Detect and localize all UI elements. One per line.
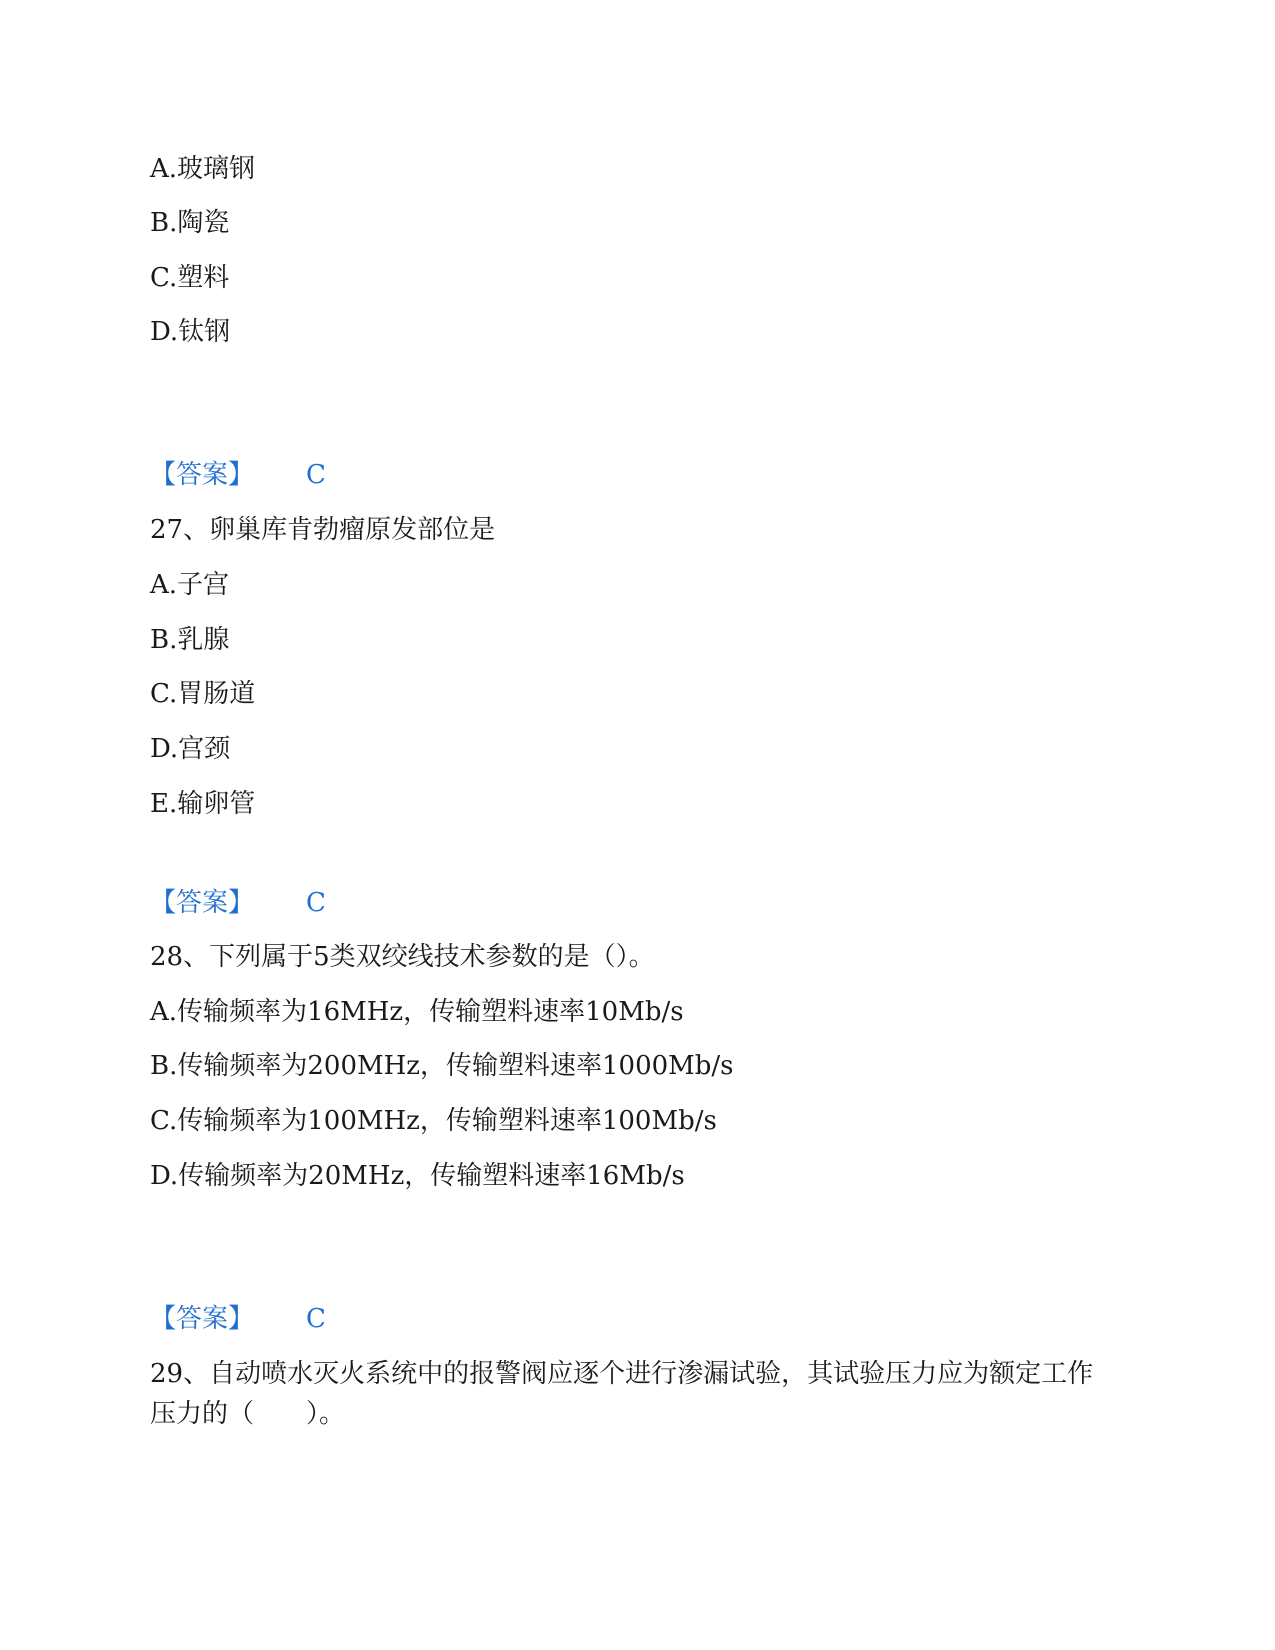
answer-label: 【答案】: [150, 888, 255, 918]
answer-label: 【答案】: [150, 460, 255, 490]
q27-option-a: A.子宫: [150, 570, 230, 600]
answer-label: 【答案】: [150, 1304, 255, 1334]
q28-option-c: C.传输频率为100MHz，传输塑料速率100Mb/s: [150, 1106, 717, 1136]
q26-option-b: B.陶瓷: [150, 208, 230, 238]
q27-option-b: B.乳腺: [150, 625, 230, 655]
q27-option-c: C.胃肠道: [150, 679, 256, 709]
q27-option-e: E.输卵管: [150, 789, 256, 819]
q28-option-b: B.传输频率为200MHz，传输塑料速率1000Mb/s: [150, 1051, 734, 1081]
q28-answer: [150, 1302, 326, 1336]
q29-stem: 29、自动喷水灭火系统中的报警阀应逐个进行渗漏试验，其试验压力应为额定工作压力的（ ）。: [150, 1359, 1094, 1429]
answer-value: C: [306, 888, 326, 918]
q28-option-d: D.传输频率为20MHz，传输塑料速率16Mb/s: [150, 1161, 685, 1191]
q28-option-a: A.传输频率为16MHz，传输塑料速率10Mb/s: [150, 997, 684, 1027]
q27-stem: 27、卵巢库肯勃瘤原发部位是: [150, 515, 496, 545]
q27-answer: [150, 886, 326, 920]
answer-value: C: [306, 1304, 326, 1334]
q26-option-d: D.钛钢: [150, 317, 231, 347]
answer-value: C: [306, 460, 326, 490]
q28-stem: 28、下列属于5类双绞线技术参数的是（）。: [150, 942, 655, 972]
q26-option-a: A.玻璃钢: [150, 154, 256, 184]
q26-answer: [150, 458, 326, 492]
q27-option-d: D.宫颈: [150, 734, 231, 764]
q26-option-c: C.塑料: [150, 263, 230, 293]
